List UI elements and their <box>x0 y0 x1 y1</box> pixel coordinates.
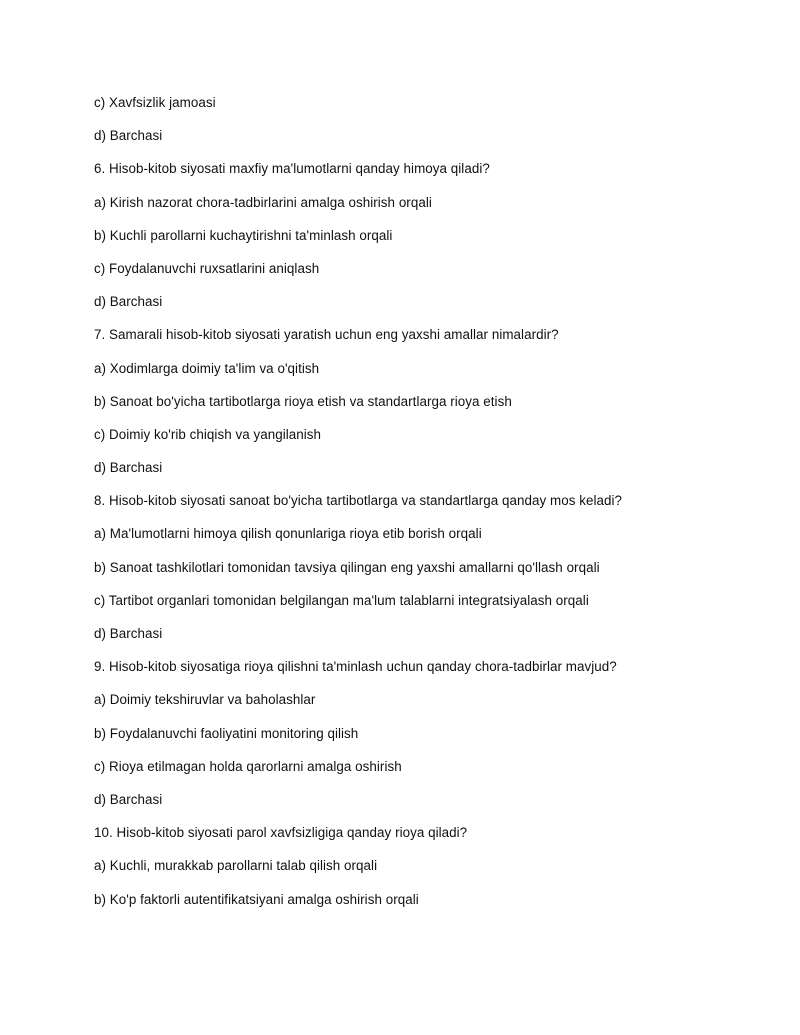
question-8: 8. Hisob-kitob siyosati sanoat bo'yicha tartibotlarga va standartlarga qanday mos keladi? <box>94 493 623 509</box>
answer-option-a: a) Ma'lumotlarni himoya qilish qonunlariga rioya etib borish orqali <box>94 526 482 542</box>
question-10: 10. Hisob-kitob siyosati parol xavfsizligiga qanday rioya qiladi? <box>94 825 468 841</box>
answer-option-c: c) Rioya etilmagan holda qarorlarni amalga oshirish <box>94 758 402 774</box>
answer-option-c: c) Tartibot organlari tomonidan belgilangan ma'lum talablarni integratsiyalash orqali <box>94 592 589 608</box>
answer-option-b: b) Foydalanuvchi faoliyatini monitoring qilish <box>94 725 359 741</box>
question-9: 9. Hisob-kitob siyosatiga rioya qilishni ta'minlash uchun qanday chora-tadbirlar mavjud? <box>94 659 617 675</box>
answer-option-a: a) Doimiy tekshiruvlar va baholashlar <box>94 692 316 708</box>
question-6: 6. Hisob-kitob siyosati maxfiy ma'lumotlarni qanday himoya qiladi? <box>94 161 490 177</box>
answer-option-b: b) Sanoat tashkilotlari tomonidan tavsiya qilingan eng yaxshi amallarni qo'llash orqali <box>94 559 600 575</box>
answer-option-b: b) Kuchli parollarni kuchaytirishni ta'minlash orqali <box>94 227 393 243</box>
answer-option-d: d) Barchasi <box>94 626 163 641</box>
answer-option-b: b) Sanoat bo'yicha tartibotlarga rioya etish va standartlarga rioya etish <box>94 393 512 409</box>
answer-option-c: c) Doimiy ko'rib chiqish va yangilanish <box>94 426 322 442</box>
answer-option-d: d) Barchasi <box>94 128 163 144</box>
answer-option-c: c) Xavfsizlik jamoasi <box>94 95 216 110</box>
answer-option-b: b) Ko'p faktorli autentifikatsiyani amalga oshirish orqali <box>94 891 419 907</box>
answer-option-a: a) Kirish nazorat chora-tadbirlarini amalga oshirish orqali <box>94 194 432 210</box>
answer-option-d: d) Barchasi <box>94 460 163 476</box>
quiz-text-block <box>94 93 754 923</box>
answer-option-d: d) Barchasi <box>94 294 163 310</box>
answer-option-c: c) Foydalanuvchi ruxsatlarini aniqlash <box>94 260 320 276</box>
answer-option-d: d) Barchasi <box>94 791 163 807</box>
answer-option-a: a) Kuchli, murakkab parollarni talab qilish orqali <box>94 858 378 874</box>
question-7: 7. Samarali hisob-kitob siyosati yaratish uchun eng yaxshi amallar nimalardir? <box>94 327 559 343</box>
answer-option-a: a) Xodimlarga doimiy ta'lim va o'qitish <box>94 360 320 376</box>
